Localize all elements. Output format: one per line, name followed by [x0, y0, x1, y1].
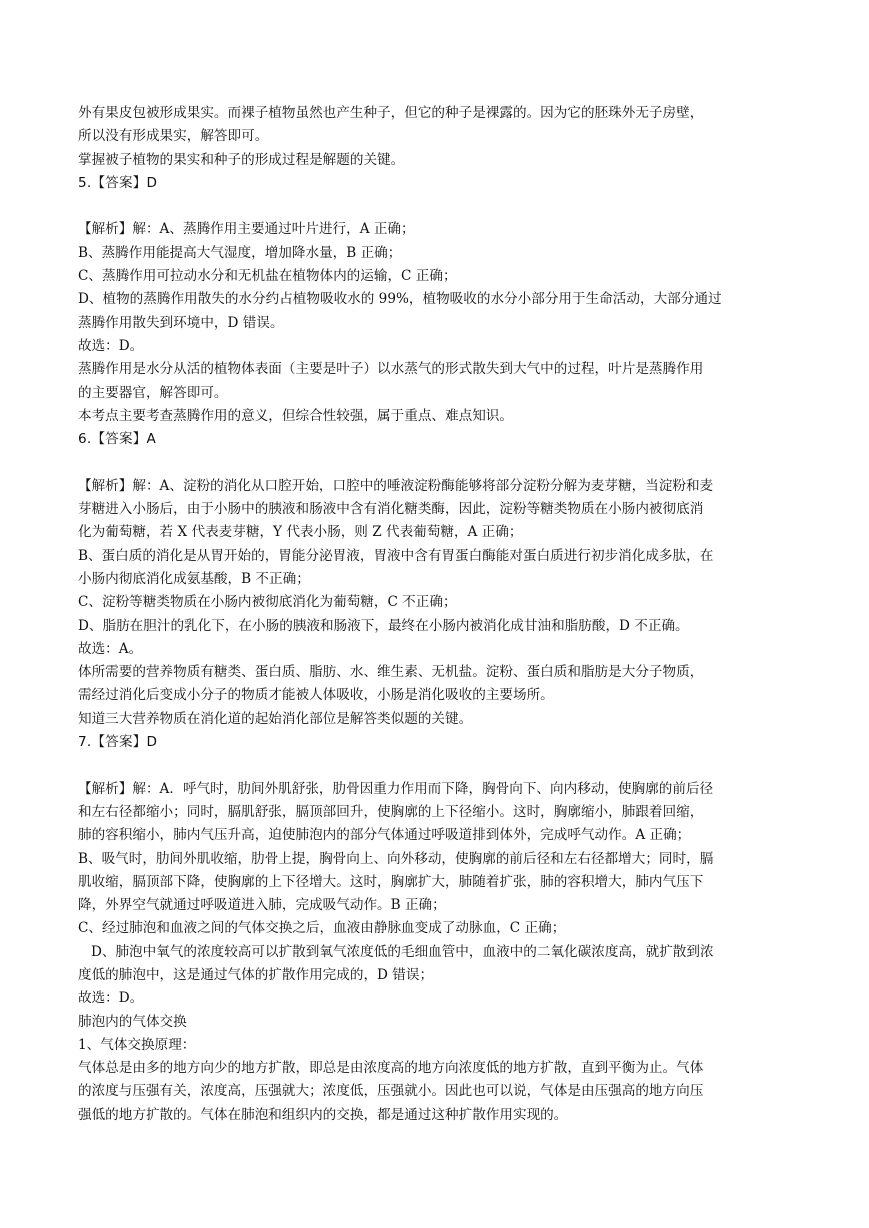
section-subheading: 1、气体交换原理： [78, 1036, 196, 1053]
text-line: 体所需要的营养物质有糖类、蛋白质、脂肪、水、维生素、无机盐。淀粉、蛋白质和脂肪是大分子物质， [78, 664, 704, 681]
text-line: 气体总是由多的地方向少的地方扩散，即总是由浓度高的地方向浓度低的地方扩散，直到平衡为止。气体 [78, 1060, 704, 1077]
text-line: 掌握被子植物的果实和种子的形成过程是解题的关键。 [78, 151, 405, 168]
section-heading: 肺泡内的气体交换 [78, 1013, 187, 1030]
text-line: 小肠内彻底消化成氨基酸，B 不正确； [78, 570, 310, 587]
text-line: 所以没有形成果实，解答即可。 [78, 128, 269, 145]
text-line: 故选：D。 [78, 337, 144, 354]
text-line: 【解析】解：A．呼气时，肋间外肌舒张，肋骨因重力作用而下降，胸骨向下、向内移动，使胸廓的前后径 [78, 780, 714, 797]
text-line: 知道三大营养物质在消化道的起始消化部位是解答类似题的关键。 [78, 710, 473, 727]
text-line: 蒸腾作用散失到环境中，D 错误。 [78, 314, 284, 331]
text-line: B、蛋白质的消化是从胃开始的，胃能分泌胃液，胃液中含有胃蛋白酶能对蛋白质进行初步消化成多肽，在 [78, 547, 714, 564]
text-line: 故选：A。 [78, 640, 143, 657]
text-line: 度低的肺泡中，这是通过气体的扩散作用完成的，D 错误； [78, 966, 434, 983]
blank-line [78, 754, 794, 777]
text-line: 的主要器官，解答即可。 [78, 384, 228, 401]
text-line: C、淀粉等糖类物质在小肠内被彻底消化为葡萄糖，C 不正确； [78, 594, 457, 611]
answer-heading-7: 7.【答案】D [78, 734, 158, 751]
text-line: 的浓度与压强有关，浓度高，压强就大；浓度低，压强就小。因此也可以说，气体是由压强高的地方向压 [78, 1083, 704, 1100]
text-line: 故选：D。 [78, 990, 144, 1007]
text-line: 需经过消化后变成小分子的物质才能被人体吸收，小肠是消化吸收的主要场所。 [78, 687, 554, 704]
text-line: C、蒸腾作用可拉动水分和无机盐在植物体内的运输，C 正确； [78, 268, 457, 285]
text-line: 和左右径都缩小；同时，膈肌舒张，膈顶部回升，使胸廓的上下径缩小。这时，胸廓缩小，肺跟着回缩， [78, 803, 704, 820]
text-line: 降，外界空气就通过呼吸道进入肺，完成吸气动作。B 正确； [78, 897, 446, 914]
text-line: C、经过肺泡和血液之间的气体交换之后，血液由静脉血变成了动脉血，C 正确； [78, 920, 566, 937]
blank-line [78, 451, 794, 474]
text-line: B、吸气时，肋间外肌收缩，肋骨上提，胸骨向上、向外移动，使胸廓的前后径和左右径都增大；同时，膈 [78, 850, 714, 867]
text-line: 化为葡萄糖，若 X 代表麦芽糖，Y 代表小肠，则 Z 代表葡萄糖，A 正确； [78, 524, 523, 541]
document-body [78, 102, 794, 1127]
text-line: D、肺泡中氧气的浓度较高可以扩散到氧气浓度低的毛细血管中，血液中的二氧化碳浓度高，就扩散到浓 [78, 943, 714, 960]
text-line: 【解析】解：A、淀粉的消化从口腔开始，口腔中的唾液淀粉酶能够将部分淀粉分解为麦芽糖，当淀粉和麦 [78, 477, 714, 494]
answer-heading-5: 5.【答案】D [78, 174, 158, 191]
text-line: 蒸腾作用是水分从活的植物体表面（主要是叶子）以水蒸气的形式散失到大气中的过程，叶片是蒸腾作用 [78, 361, 704, 378]
text-line: 强低的地方扩散的。气体在肺泡和组织内的交换，都是通过这种扩散作用实现的。 [78, 1106, 568, 1123]
text-line: 本考点主要考查蒸腾作用的意义，但综合性较强，属于重点、难点知识。 [78, 407, 513, 424]
text-line: D、植物的蒸腾作用散失的水分约占植物吸收水的 99%，植物吸收的水分小部分用于生命活动，大部分通过 [78, 291, 722, 308]
text-line: 肺的容积缩小，肺内气压升高，迫使肺泡内的部分气体通过呼吸道排到体外，完成呼气动作。A 正确； [78, 827, 691, 844]
text-line: 外有果皮包被形成果实。而裸子植物虽然也产生种子，但它的种子是裸露的。因为它的胚珠外无子房壁， [78, 105, 704, 121]
text-line: 芽糖进入小肠后，由于小肠中的胰液和肠液中含有消化糖类酶，因此，淀粉等糖类物质在小肠内被彻底消 [78, 501, 704, 518]
answer-heading-6: 6.【答案】A [78, 431, 157, 448]
text-line: 肌收缩，膈顶部下降，使胸廓的上下径增大。这时，胸廓扩大，肺随着扩张，肺的容积增大，肺内气压下 [78, 873, 704, 890]
blank-line [78, 195, 794, 218]
text-line: D、脂肪在胆汁的乳化下，在小肠的胰液和肠液下，最终在小肠内被消化成甘油和脂肪酸，D 不正确。 [78, 617, 689, 634]
text-line: 【解析】解：A、蒸腾作用主要通过叶片进行，A 正确； [78, 221, 415, 238]
text-line: B、蒸腾作用能提高大气湿度，增加降水量，B 正确； [78, 244, 402, 261]
